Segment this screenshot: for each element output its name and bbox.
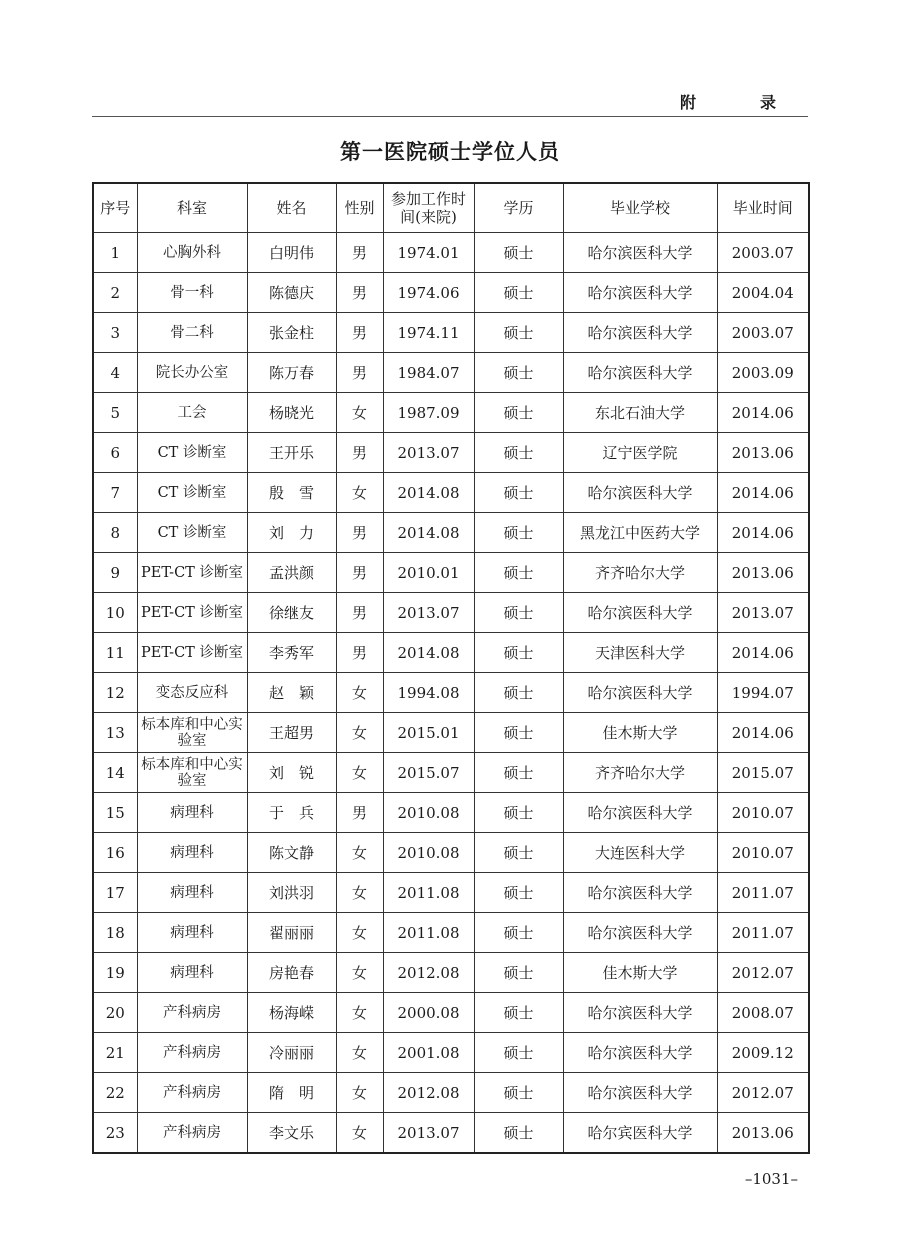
start-date-cell: 1974.11: [383, 313, 474, 353]
table-row: [93, 873, 809, 913]
table-row: [93, 473, 809, 513]
gender-cell: 男: [336, 273, 383, 313]
graduation-date-cell: 1994.07: [717, 673, 809, 713]
degree-cell: 硕士: [474, 433, 563, 473]
start-date-cell: 2015.01: [383, 713, 474, 753]
graduation-date-cell: 2013.07: [717, 593, 809, 633]
table-row: [93, 673, 809, 713]
graduation-date-cell: 2008.07: [717, 993, 809, 1033]
gender-cell: 女: [336, 833, 383, 873]
school-cell: 哈尔滨医科大学: [563, 353, 717, 393]
page-title: 第一医院硕士学位人员: [340, 139, 560, 164]
row-index-cell: 10: [93, 593, 137, 633]
department-cell: 标本库和中心实验室: [137, 753, 247, 793]
row-index-cell: 15: [93, 793, 137, 833]
department-cell: 病理科: [137, 833, 247, 873]
department-cell: 病理科: [137, 873, 247, 913]
degree-cell: 硕士: [474, 633, 563, 673]
degree-cell: 硕士: [474, 553, 563, 593]
school-cell: 哈尔滨医科大学: [563, 313, 717, 353]
school-cell: 哈尔滨医科大学: [563, 993, 717, 1033]
department-cell: PET-CT 诊断室: [137, 553, 247, 593]
school-cell: 东北石油大学: [563, 393, 717, 433]
row-index-cell: 16: [93, 833, 137, 873]
start-date-cell: 1974.01: [383, 233, 474, 273]
table-row: [93, 913, 809, 953]
column-header: 科室: [137, 183, 247, 233]
degree-cell: 硕士: [474, 1073, 563, 1113]
row-index-cell: 14: [93, 753, 137, 793]
name-cell: 刘洪羽: [247, 873, 336, 913]
gender-cell: 女: [336, 473, 383, 513]
table-row: [93, 793, 809, 833]
row-index-cell: 18: [93, 913, 137, 953]
department-cell: 变态反应科: [137, 673, 247, 713]
start-date-cell: 2013.07: [383, 1113, 474, 1154]
name-cell: 翟丽丽: [247, 913, 336, 953]
gender-cell: 男: [336, 233, 383, 273]
column-header: 姓名: [247, 183, 336, 233]
column-header: 参加工作时间(来院): [383, 183, 474, 233]
start-date-cell: 2000.08: [383, 993, 474, 1033]
name-cell: 杨晓光: [247, 393, 336, 433]
gender-cell: 女: [336, 993, 383, 1033]
gender-cell: 女: [336, 913, 383, 953]
graduation-date-cell: 2003.07: [717, 233, 809, 273]
department-cell: 工会: [137, 393, 247, 433]
table-row: [93, 633, 809, 673]
row-index-cell: 8: [93, 513, 137, 553]
school-cell: 大连医科大学: [563, 833, 717, 873]
graduation-date-cell: 2014.06: [717, 473, 809, 513]
name-cell: 赵 颖: [247, 673, 336, 713]
department-cell: 病理科: [137, 953, 247, 993]
school-cell: 哈尔滨医科大学: [563, 673, 717, 713]
degree-cell: 硕士: [474, 1033, 563, 1073]
table-row: [93, 273, 809, 313]
name-cell: 张金柱: [247, 313, 336, 353]
gender-cell: 男: [336, 793, 383, 833]
name-cell: 陈万春: [247, 353, 336, 393]
column-header: 学历: [474, 183, 563, 233]
table-row: [93, 593, 809, 633]
running-head-text: 附 录: [679, 93, 800, 112]
gender-cell: 女: [336, 673, 383, 713]
department-cell: 产科病房: [137, 1033, 247, 1073]
row-index-cell: 2: [93, 273, 137, 313]
degree-cell: 硕士: [474, 793, 563, 833]
table-row: [93, 553, 809, 593]
row-index-cell: 5: [93, 393, 137, 433]
name-cell: 王超男: [247, 713, 336, 753]
graduation-date-cell: 2015.07: [717, 753, 809, 793]
graduation-date-cell: 2014.06: [717, 393, 809, 433]
name-cell: 殷 雪: [247, 473, 336, 513]
degree-cell: 硕士: [474, 833, 563, 873]
start-date-cell: 2011.08: [383, 913, 474, 953]
table-row: [93, 833, 809, 873]
department-cell: PET-CT 诊断室: [137, 593, 247, 633]
school-cell: 哈尔滨医科大学: [563, 593, 717, 633]
row-index-cell: 22: [93, 1073, 137, 1113]
start-date-cell: 1984.07: [383, 353, 474, 393]
graduation-date-cell: 2013.06: [717, 1113, 809, 1154]
start-date-cell: 1987.09: [383, 393, 474, 433]
school-cell: 哈尔滨医科大学: [563, 233, 717, 273]
roster-body: [93, 233, 809, 1154]
graduation-date-cell: 2010.07: [717, 833, 809, 873]
table-row: [93, 313, 809, 353]
gender-cell: 女: [336, 1033, 383, 1073]
gender-cell: 男: [336, 633, 383, 673]
school-cell: 哈尔宾医科大学: [563, 1113, 717, 1154]
table-row: [93, 953, 809, 993]
school-cell: 哈尔滨医科大学: [563, 1033, 717, 1073]
graduation-date-cell: 2014.06: [717, 633, 809, 673]
row-index-cell: 7: [93, 473, 137, 513]
school-cell: 黑龙江中医药大学: [563, 513, 717, 553]
name-cell: 孟洪颜: [247, 553, 336, 593]
gender-cell: 女: [336, 1113, 383, 1154]
name-cell: 隋 明: [247, 1073, 336, 1113]
column-header: 毕业时间: [717, 183, 809, 233]
graduation-date-cell: 2012.07: [717, 1073, 809, 1113]
gender-cell: 男: [336, 593, 383, 633]
graduation-date-cell: 2004.04: [717, 273, 809, 313]
school-cell: 哈尔滨医科大学: [563, 473, 717, 513]
department-cell: 院长办公室: [137, 353, 247, 393]
department-cell: 病理科: [137, 793, 247, 833]
table-row: [93, 753, 809, 793]
roster-table: [92, 182, 810, 1154]
graduation-date-cell: 2012.07: [717, 953, 809, 993]
degree-cell: 硕士: [474, 993, 563, 1033]
gender-cell: 女: [336, 393, 383, 433]
name-cell: 刘 锐: [247, 753, 336, 793]
degree-cell: 硕士: [474, 393, 563, 433]
table-row: [93, 233, 809, 273]
table-row: [93, 393, 809, 433]
gender-cell: 男: [336, 353, 383, 393]
name-cell: 王开乐: [247, 433, 336, 473]
school-cell: 佳木斯大学: [563, 953, 717, 993]
table-row: [93, 1033, 809, 1073]
table-row: [93, 713, 809, 753]
table-row: [93, 433, 809, 473]
degree-cell: 硕士: [474, 473, 563, 513]
start-date-cell: 2013.07: [383, 433, 474, 473]
start-date-cell: 2010.01: [383, 553, 474, 593]
degree-cell: 硕士: [474, 873, 563, 913]
table-row: [93, 993, 809, 1033]
graduation-date-cell: 2014.06: [717, 713, 809, 753]
column-header: 毕业学校: [563, 183, 717, 233]
school-cell: 佳木斯大学: [563, 713, 717, 753]
school-cell: 哈尔滨医科大学: [563, 873, 717, 913]
start-date-cell: 2014.08: [383, 473, 474, 513]
department-cell: 标本库和中心实验室: [137, 713, 247, 753]
row-index-cell: 1: [93, 233, 137, 273]
department-cell: CT 诊断室: [137, 473, 247, 513]
row-index-cell: 11: [93, 633, 137, 673]
gender-cell: 女: [336, 1073, 383, 1113]
graduation-date-cell: 2011.07: [717, 873, 809, 913]
graduation-date-cell: 2011.07: [717, 913, 809, 953]
header-row: [93, 183, 809, 233]
name-cell: 房艳春: [247, 953, 336, 993]
name-cell: 白明伟: [247, 233, 336, 273]
degree-cell: 硕士: [474, 593, 563, 633]
degree-cell: 硕士: [474, 513, 563, 553]
start-date-cell: 2014.08: [383, 633, 474, 673]
row-index-cell: 12: [93, 673, 137, 713]
column-header: 性别: [336, 183, 383, 233]
start-date-cell: 2012.08: [383, 953, 474, 993]
name-cell: 刘 力: [247, 513, 336, 553]
name-cell: 杨海嵘: [247, 993, 336, 1033]
graduation-date-cell: 2013.06: [717, 553, 809, 593]
start-date-cell: 2014.08: [383, 513, 474, 553]
department-cell: 产科病房: [137, 1113, 247, 1154]
start-date-cell: 2012.08: [383, 1073, 474, 1113]
gender-cell: 男: [336, 313, 383, 353]
graduation-date-cell: 2003.09: [717, 353, 809, 393]
school-cell: 哈尔滨医科大学: [563, 913, 717, 953]
table-row: [93, 513, 809, 553]
name-cell: 李文乐: [247, 1113, 336, 1154]
degree-cell: 硕士: [474, 313, 563, 353]
row-index-cell: 20: [93, 993, 137, 1033]
department-cell: 产科病房: [137, 993, 247, 1033]
school-cell: 哈尔滨医科大学: [563, 793, 717, 833]
start-date-cell: 2001.08: [383, 1033, 474, 1073]
degree-cell: 硕士: [474, 273, 563, 313]
table-row: [93, 1113, 809, 1154]
row-index-cell: 13: [93, 713, 137, 753]
school-cell: 哈尔滨医科大学: [563, 273, 717, 313]
department-cell: 骨一科: [137, 273, 247, 313]
degree-cell: 硕士: [474, 753, 563, 793]
row-index-cell: 21: [93, 1033, 137, 1073]
row-index-cell: 3: [93, 313, 137, 353]
department-cell: 骨二科: [137, 313, 247, 353]
graduation-date-cell: 2014.06: [717, 513, 809, 553]
table-row: [93, 1073, 809, 1113]
gender-cell: 男: [336, 553, 383, 593]
department-cell: 心胸外科: [137, 233, 247, 273]
school-cell: 哈尔滨医科大学: [563, 1073, 717, 1113]
start-date-cell: 1994.08: [383, 673, 474, 713]
name-cell: 于 兵: [247, 793, 336, 833]
degree-cell: 硕士: [474, 673, 563, 713]
graduation-date-cell: 2003.07: [717, 313, 809, 353]
gender-cell: 男: [336, 513, 383, 553]
row-index-cell: 6: [93, 433, 137, 473]
table-row: [93, 353, 809, 393]
row-index-cell: 17: [93, 873, 137, 913]
graduation-date-cell: 2010.07: [717, 793, 809, 833]
degree-cell: 硕士: [474, 1113, 563, 1154]
department-cell: CT 诊断室: [137, 513, 247, 553]
name-cell: 陈德庆: [247, 273, 336, 313]
name-cell: 徐继友: [247, 593, 336, 633]
start-date-cell: 1974.06: [383, 273, 474, 313]
degree-cell: 硕士: [474, 953, 563, 993]
row-index-cell: 19: [93, 953, 137, 993]
graduation-date-cell: 2013.06: [717, 433, 809, 473]
gender-cell: 男: [336, 433, 383, 473]
name-cell: 冷丽丽: [247, 1033, 336, 1073]
degree-cell: 硕士: [474, 713, 563, 753]
school-cell: 辽宁医学院: [563, 433, 717, 473]
row-index-cell: 9: [93, 553, 137, 593]
start-date-cell: 2010.08: [383, 793, 474, 833]
column-header: 序号: [93, 183, 137, 233]
start-date-cell: 2011.08: [383, 873, 474, 913]
school-cell: 齐齐哈尔大学: [563, 553, 717, 593]
degree-cell: 硕士: [474, 233, 563, 273]
start-date-cell: 2015.07: [383, 753, 474, 793]
gender-cell: 女: [336, 873, 383, 913]
start-date-cell: 2013.07: [383, 593, 474, 633]
department-cell: 病理科: [137, 913, 247, 953]
gender-cell: 女: [336, 753, 383, 793]
row-index-cell: 23: [93, 1113, 137, 1154]
department-cell: 产科病房: [137, 1073, 247, 1113]
school-cell: 天津医科大学: [563, 633, 717, 673]
gender-cell: 女: [336, 953, 383, 993]
name-cell: 李秀军: [247, 633, 336, 673]
department-cell: PET-CT 诊断室: [137, 633, 247, 673]
row-index-cell: 4: [93, 353, 137, 393]
graduation-date-cell: 2009.12: [717, 1033, 809, 1073]
degree-cell: 硕士: [474, 353, 563, 393]
school-cell: 齐齐哈尔大学: [563, 753, 717, 793]
running-head: [92, 88, 808, 117]
department-cell: CT 诊断室: [137, 433, 247, 473]
start-date-cell: 2010.08: [383, 833, 474, 873]
gender-cell: 女: [336, 713, 383, 753]
name-cell: 陈文静: [247, 833, 336, 873]
page-number: –1031–: [744, 1170, 798, 1188]
degree-cell: 硕士: [474, 913, 563, 953]
